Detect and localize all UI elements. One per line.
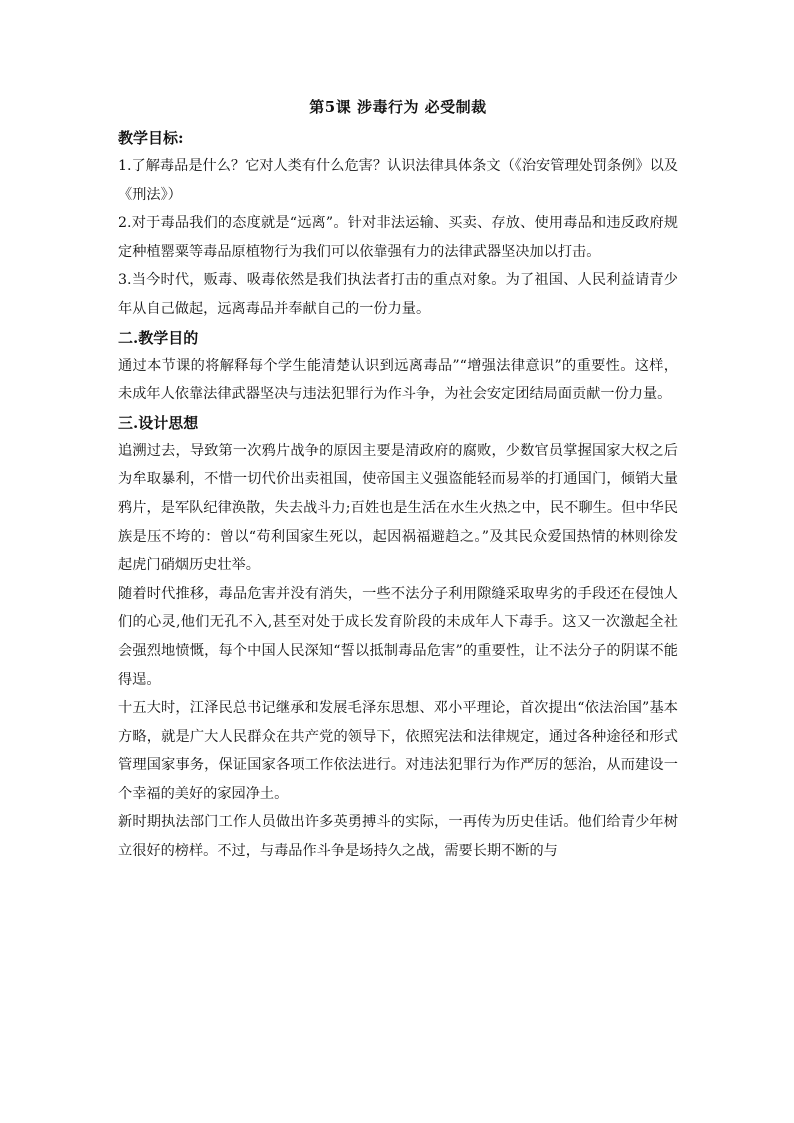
- goal-paragraph-1: 1.了解毒品是什么？它对人类有什么危害？认识法律具体条文（《治安管理处罚条例》以及《刑法》）: [118, 158, 678, 203]
- document-page: [118, 96, 678, 866]
- design-paragraph-2: 随着时代推移，毒品危害并没有消失，一些不法分子利用隙缝采取卑劣的手段还在侵蚀人们的心灵,他们无孔不入,甚至对处于成长发育阶段的未成年人下毒手。这又一次激起全社会强烈地愤慨，每个中国人民深知“誓以抵制毒品危害”的重要性，让不法分子的阴谋不能得逞。: [118, 585, 678, 688]
- design-paragraph-1: 追溯过去，导致第一次鸦片战争的原因主要是清政府的腐败，少数官员掌握国家大权之后为牟取暴利，不惜一切代价出卖祖国，使帝国主义强盗能轻而易举的打通国门，倾销大量鸦片，是军队纪律涣散，失去战斗力;百姓也是生活在水生火热之中，民不聊生。但中华民族是压不垮的：曾以“苟利国家生死以，起因祸福避趋之。”及其民众爱国热情的林则徐发起虎门硝烟历史壮举。: [118, 442, 678, 574]
- purpose-paragraph-1: 通过本节课的将解释每个学生能清楚认识到远离毒品”“增强法律意识”的重要性。这样，未成年人依靠法律武器坚决与违法犯罪行为作斗争，为社会安定团结局面贡献一份力量。: [118, 357, 678, 403]
- goal-paragraph-3: 3.当今时代，贩毒、吸毒依然是我们执法者打击的重点对象。为了祖国、人民利益请青少年从自己做起，远离毒品并奉献自己的一份力量。: [118, 272, 678, 317]
- design-paragraph-3: 十五大时，江泽民总书记继承和发展毛泽东思想、邓小平理论，首次提出“依法治国”基本方略，就是广大人民群众在共产党的领导下，依照宪法和法律规定，通过各种途径和形式管理国家事务，保证国家各项工作依法进行。对违法犯罪行为作严厉的惩治，从而建设一个幸福的美好的家园净土。: [118, 700, 678, 802]
- section-heading-design: 三.设计思想: [118, 413, 199, 432]
- page-title: 第5课 涉毒行为 必受制裁: [309, 98, 487, 116]
- section-heading-purpose: 二.教学目的: [118, 328, 199, 347]
- section-teaching-purpose: [118, 324, 678, 409]
- section-teaching-goals: [118, 124, 678, 324]
- section-design-thoughts: [118, 409, 678, 866]
- design-paragraph-4: 新时期执法部门工作人员做出许多英勇搏斗的实际，一再传为历史佳话。他们给青少年树立很好的榜样。不过，与毒品作斗争是场持久之战，需要长期不断的与: [118, 814, 678, 860]
- section-heading-goals: 教学目标:: [118, 129, 184, 147]
- goal-paragraph-2: 2.对于毒品我们的态度就是“远离”。针对非法运输、买卖、存放、使用毒品和违反政府规定种植罂粟等毒品原植物行为我们可以依靠强有力的法律武器坚决加以打击。: [118, 215, 678, 260]
